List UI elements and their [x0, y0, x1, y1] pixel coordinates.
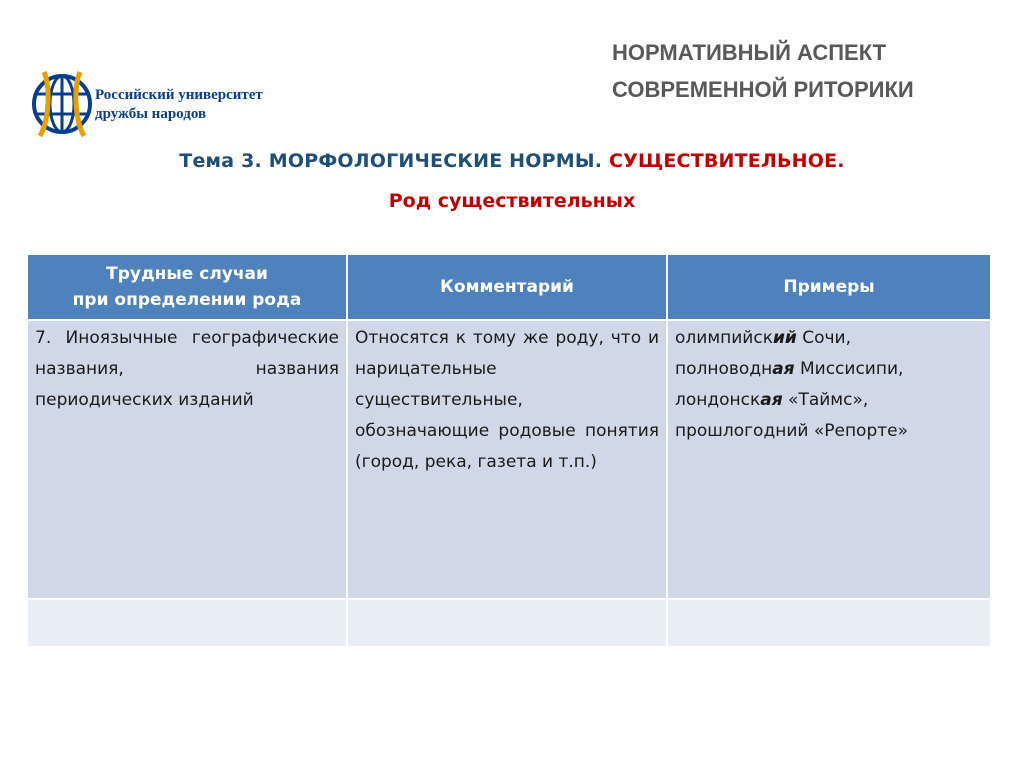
header-difficult-cases-line1: Трудные случаи	[106, 264, 268, 284]
table-row-empty	[27, 599, 991, 647]
example-item	[675, 323, 983, 354]
header-difficult-cases-line2: при определении рода	[72, 290, 302, 310]
example-ending: ая	[760, 390, 783, 410]
presentation-title	[612, 34, 1012, 108]
example-item	[675, 416, 983, 447]
header-difficult-cases	[27, 254, 347, 320]
topic-title	[0, 150, 1024, 172]
header-examples: Примеры	[667, 254, 991, 320]
examples-cell	[667, 320, 991, 599]
table-row	[27, 320, 991, 599]
topic-title-highlight: СУЩЕСТВИТЕЛЬНОЕ.	[609, 150, 845, 172]
example-rest: Миссисипи,	[794, 359, 904, 379]
presentation-title-line1: НОРМАТИВНЫЙ АСПЕКТ	[612, 40, 887, 65]
example-ending: ий	[772, 328, 797, 348]
university-name	[95, 86, 263, 124]
example-stem: лондонск	[675, 390, 761, 410]
example-rest: Сочи,	[796, 328, 851, 348]
example-item	[675, 354, 983, 385]
example-stem: олимпийск	[675, 328, 773, 348]
empty-cell	[667, 599, 991, 647]
case-cell: 7. Иноязычные географические названия, названия периодических изданий	[27, 320, 347, 599]
header-comment: Комментарий	[347, 254, 667, 320]
university-name-line1: Российский университет	[95, 87, 263, 103]
empty-cell	[347, 599, 667, 647]
example-stem: полноводн	[675, 359, 773, 379]
presentation-title-line2: СОВРЕМЕННОЙ РИТОРИКИ	[612, 77, 914, 102]
example-ending: ая	[772, 359, 795, 379]
topic-subtitle: Род существительных	[388, 190, 636, 212]
rules-table	[26, 253, 992, 648]
example-item	[675, 385, 983, 416]
example-rest: «Таймс»,	[782, 390, 869, 410]
empty-cell	[27, 599, 347, 647]
topic-title-main: Тема 3. МОРФОЛОГИЧЕСКИЕ НОРМЫ.	[179, 150, 609, 172]
table-header-row	[27, 254, 991, 320]
comment-cell: Относятся к тому же роду, что и нарицательные существительные, обозначающие родовые понятия (город, река, газета и т.п.)	[347, 320, 667, 599]
example-stem: прошлогодний «Репорте»	[675, 421, 909, 441]
university-name-line2: дружбы народов	[95, 106, 207, 122]
